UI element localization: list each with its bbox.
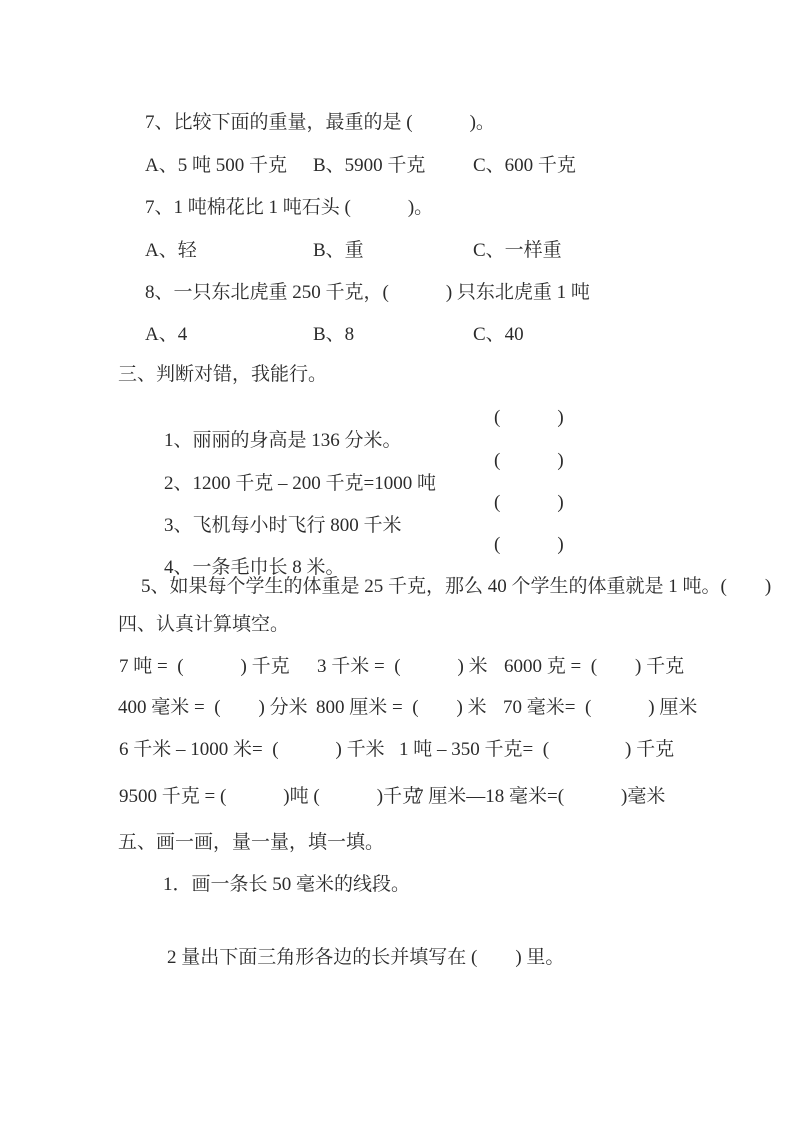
- answer-blank: ( ): [494, 407, 564, 428]
- fill-blank-km-to-m: 3 千米 = ( ) 米: [317, 656, 488, 677]
- option-b: B、8: [313, 324, 355, 345]
- option-a: A、轻: [145, 240, 197, 261]
- option-c: C、40: [473, 324, 524, 345]
- answer-blank: ( ): [494, 450, 564, 471]
- draw-question-2: 2 量出下面三角形各边的长并填写在 ( ) 里。: [167, 947, 565, 968]
- fill-blank-kg-to-ton-kg: 9500 千克 = ( )吨 ( )千克: [119, 786, 422, 807]
- fill-blank-g-to-kg: 6000 克 = ( ) 千克: [504, 656, 685, 677]
- option-a: A、4: [145, 324, 188, 345]
- fill-blank-mm-to-cm: 70 毫米= ( ) 厘米: [503, 697, 698, 718]
- judgment-text: 4、一条毛巾长 8 米。: [164, 556, 345, 578]
- section-title-judgment: 三、判断对错，我能行。: [118, 364, 328, 385]
- answer-blank: ( ): [494, 492, 564, 513]
- question-7-cotton-vs-stone: 7、1 吨棉花比 1 吨石头 ( )。: [145, 197, 434, 218]
- fill-blank-cm-minus-mm: 7 厘米—18 毫米=( )毫米: [414, 786, 666, 807]
- fill-blank-cm-to-m: 800 厘米 = ( ) 米: [316, 697, 487, 718]
- judgment-item-5: 5、如果每个学生的体重是 25 千克，那么 40 个学生的体重就是 1 吨。( ): [141, 576, 772, 597]
- fill-blank-tons-to-kg: 7 吨 = ( ) 千克: [119, 656, 290, 677]
- judgment-text: 1、丽丽的身高是 136 分米。: [164, 429, 402, 451]
- option-c: C、600 千克: [473, 155, 576, 176]
- option-b: B、5900 千克: [313, 155, 426, 176]
- answer-blank: ( ): [494, 534, 564, 555]
- judgment-text: 2、1200 千克 – 200 千克=1000 吨: [164, 472, 436, 494]
- option-a: A、5 吨 500 千克: [145, 155, 287, 176]
- fill-blank-mm-to-dm: 400 毫米 = ( ) 分米: [118, 697, 308, 718]
- option-b: B、重: [313, 240, 364, 261]
- section-title-fill: 四、认真计算填空。: [118, 614, 290, 635]
- fill-blank-ton-minus-kg: 1 吨 – 350 千克= ( ) 千克: [399, 739, 675, 760]
- option-c: C、一样重: [473, 240, 562, 261]
- question-8-tiger: 8、一只东北虎重 250 千克，( ) 只东北虎重 1 吨: [145, 282, 590, 303]
- judgment-text: 3、飞机每小时飞行 800 千米: [164, 514, 402, 536]
- section-title-draw: 五、画一画，量一量，填一填。: [118, 832, 385, 853]
- question-7-compare-weight: 7、比较下面的重量，最重的是 ( )。: [145, 112, 495, 133]
- fill-blank-km-minus-m: 6 千米 – 1000 米= ( ) 千米: [119, 739, 385, 760]
- draw-question-1: 1．画一条长 50 毫米的线段。: [163, 874, 411, 895]
